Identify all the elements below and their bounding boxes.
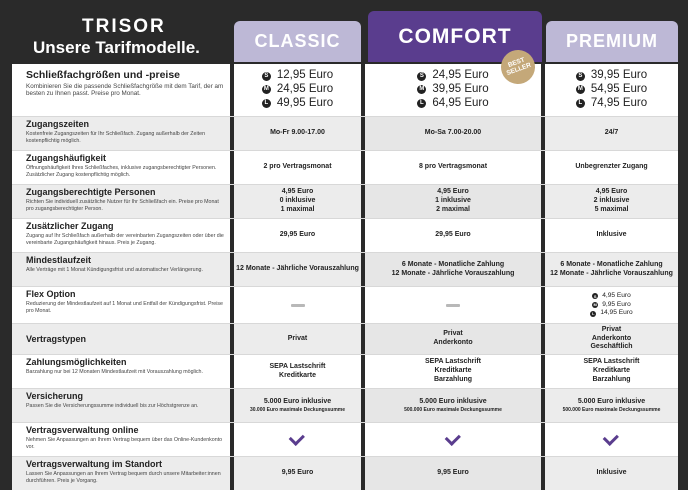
table-row-zugangszeiten [12,117,678,151]
size-l-icon: L [576,99,585,108]
zugangszeiten-classic: Mo-Fr 9.00-17.00 [230,117,361,150]
sizes-premium [541,64,678,116]
cell-line: 2 inklusive [593,197,630,205]
cell-line: 5.000 Euro inklusive [263,398,332,405]
price-line [262,83,333,97]
cell-line: Kreditkarte [279,371,316,379]
personen-comfort [361,185,541,218]
cell-line: Kreditkarte [593,367,630,375]
price-line [592,292,631,301]
size-s-icon: S [262,72,271,81]
table-row-mindestlaufzeit [12,253,678,287]
cell-line: Kreditkarte [434,367,472,375]
price-value: 24,95 Euro [276,83,334,96]
sizes-classic [230,64,361,116]
cell-line: 30.000 Euro maximale Deckungssumme [249,406,346,413]
cell-line: Anderkonto [591,334,632,342]
row-title: Zusätzlicher Zugang [26,221,114,231]
flex-premium [541,287,678,323]
size-m-icon: M [593,302,597,308]
size-l-icon: L [262,99,271,108]
row-label [12,185,230,218]
row-title: Zugangszeiten [26,119,90,129]
table-row-vertragsverwaltung-online [12,423,678,457]
typen-premium [541,324,678,354]
cell-line: 5.000 Euro inklusive [577,398,646,405]
price-line [576,83,647,97]
price-value: 39,95 Euro [432,83,489,96]
size-l-icon: L [592,310,595,316]
best-seller-badge: BEST SELLER [496,45,540,89]
cell-line: 6 Monate - Monatliche Zahlung [560,260,663,268]
price-line [262,69,333,83]
row-title: Flex Option [26,289,76,299]
row-description: Passen Sie die Versicherungssumme individuell bis zur Höchstgrenze an. [26,402,199,409]
cell-line: Barzahlung [433,375,473,383]
price-line [576,97,647,111]
cell-line: 5.000 Euro inklusive [419,398,487,405]
haeufigkeit-classic: 2 pro Vertragsmonat [230,151,361,184]
laufzeit-comfort [361,253,541,286]
online-comfort [361,423,541,456]
size-s-icon: S [417,72,426,81]
row-label [12,355,230,388]
table-row-zahlungsmoeglichkeiten [12,355,678,389]
row-label [12,219,230,252]
cell-line: 2 maximal [436,205,470,213]
cell-line: 6 Monate - Monatliche Zahlung [401,260,505,268]
zahlung-classic [230,355,361,388]
plan-header-premium[interactable]: PREMIUM [546,21,678,62]
price-line [590,309,632,318]
table-row-sizes [12,64,678,117]
price-value: 54,95 Euro [590,83,648,96]
table-row-zusaetzlicher-zugang [12,219,678,253]
cell-line: Privat [443,330,463,338]
price-value: 12,95 Euro [276,69,334,82]
haeufigkeit-premium: Unbegrenzter Zugang [541,151,678,184]
row-title: Vertragstypen [26,333,87,344]
zugangszeiten-premium: 24/7 [541,117,678,150]
price-value: 14,95 Euro [600,309,633,317]
price-line [262,97,333,111]
typen-comfort [361,324,541,354]
cell-line: Anderkonto [433,339,473,346]
cell-line: 500.000 Euro maximale Deckungssumme [562,406,661,413]
cell-line: 12 Monate - Jährliche Vorauszahlung [236,265,359,273]
zahlung-comfort [361,355,541,388]
row-title: Zahlungsmöglichkeiten [26,357,127,367]
zusatz-comfort: 29,95 Euro [361,219,541,252]
row-description: Alle Verträge mit 1 Monat Kündigungsfrist und automatischer Verlängerung. [26,266,203,273]
personen-classic [230,185,361,218]
row-description: Zugang auf Ihr Schließfach außerhalb der vereinbarten Zugangszeiten oder über die vereinbarte Zugangshäufigkeit hinaus. Preis je Zugang. [26,232,224,246]
cell-line: 1 inklusive [435,197,471,205]
row-title: Zugangsberechtigte Personen [26,187,156,197]
table-row-vertragsverwaltung-standort [12,457,678,490]
cell-line: 500.000 Euro maximale Deckungssumme [404,406,502,413]
price-value: 4,95 Euro [602,292,631,300]
row-label [12,117,230,150]
row-title: Vertragsverwaltung im Standort [26,459,163,469]
cell-line: 5 maximal [594,205,629,213]
price-line [417,83,488,97]
cell-line: 12 Monate - Jährliche Vorauszahlung [391,269,515,277]
cell-line: Privat [601,325,622,333]
price-line [417,69,488,83]
checkmark-icon [603,429,619,445]
size-s-icon: S [576,72,585,81]
price-value: 39,95 Euro [590,69,648,82]
standort-classic: 9,95 Euro [230,457,361,490]
cell-line: SEPA Lastschrift [583,358,640,366]
row-label [12,151,230,184]
row-title: Versicherung [26,391,84,401]
size-m-icon: M [576,85,585,94]
flex-comfort [361,287,541,323]
price-value: 64,95 Euro [432,96,489,109]
row-label [12,457,230,490]
price-value: 9,95 Euro [602,300,631,308]
cell-line: 4,95 Euro [281,188,314,196]
plan-header-classic[interactable]: CLASSIC [234,21,361,62]
table-row-versicherung [12,389,678,423]
row-label [12,287,230,323]
price-line [592,301,631,310]
table-row-vertragstypen [12,324,678,355]
row-title: Schließfachgrößen und -preise [26,69,181,81]
row-description: Richten Sie individuell zusätzliche Nutzer für Ihr Schließfach ein. Preise pro Monat pro zugangsberechtigter Person. [26,198,219,212]
row-description: Öffnungshäufigkeit Ihres Schließfaches, inklusive zugangsberechtigter Personen. Zusätzlicher Zugang kostenpflichtig möglich. [26,164,217,178]
checkmark-icon [289,429,305,445]
price-value: 74,95 Euro [590,96,648,109]
zusatz-premium: Inklusive [541,219,678,252]
cell-line: 4,95 Euro [437,188,469,196]
size-m-icon: M [262,85,271,94]
row-description: Lassen Sie Anpassungen an Ihrem Vertrag bequem durch unsere Mitarbeiter:innen durchführen. Preis je Vorgang. [26,470,221,484]
online-premium [541,423,678,456]
brand-header [12,12,226,64]
cell-line: 12 Monate - Jährliche Vorauszahlung [550,269,673,277]
row-description: Kombinieren Sie die passende Schließfachgröße mit dem Tarif, der am besten zu Ihnen passt. Preise pro Monat. [26,82,224,98]
not-available-dash-icon [291,304,305,307]
laufzeit-premium [541,253,678,286]
table-row-zugangshaeufigkeit [12,151,678,185]
cell-line: Barzahlung [592,375,631,383]
online-classic [230,423,361,456]
size-l-icon: L [417,99,426,108]
row-label [12,423,230,456]
flex-classic [230,287,361,323]
cell-line: SEPA Lastschrift [424,358,481,366]
price-line [417,97,488,111]
cell-line: 0 inklusive [279,197,316,205]
zugangszeiten-comfort: Mo-Sa 7.00-20.00 [361,117,541,150]
zahlung-premium [541,355,678,388]
size-m-icon: M [417,85,426,94]
row-title: Mindestlaufzeit [26,255,92,265]
personen-premium [541,185,678,218]
standort-premium: Inklusive [541,457,678,490]
typen-classic [230,324,361,354]
logo: TRISOR [82,16,166,37]
row-label [12,389,230,422]
cell-line: Geschäftlich [590,343,633,351]
size-s-icon: S [593,293,597,299]
row-description: Kostenfreie Zugangszeiten für Ihr Schließfach. Zugang außerhalb der Zeiten kostenpflichtig möglich. [26,130,206,144]
not-available-dash-icon [446,304,460,307]
versicherung-premium [541,389,678,422]
cell-line: 4,95 Euro [595,188,628,196]
price-value: 49,95 Euro [276,96,334,109]
cell-line: 1 maximal [280,205,315,213]
row-description: Reduzierung der Mindestlaufzeit auf 1 Monat und Entfall der Kündigungsfrist. Preise pro Monat. [26,300,223,314]
row-description: Barzahlung nur bei 12 Monaten Mindestlaufzeit mit Vorauszahlung möglich. [26,368,203,375]
row-label [12,324,230,354]
laufzeit-classic [230,253,361,286]
price-line [576,69,647,83]
row-title: Zugangshäufigkeit [26,153,107,163]
page-title: Unsere Tarifmodelle. [33,38,200,57]
cell-line: Privat [287,334,308,342]
table-row-personen [12,185,678,219]
row-description: Nehmen Sie Anpassungen an Ihrem Vertrag bequem über das Online-Kundenkonto vor. [26,436,223,450]
price-value: 24,95 Euro [432,69,489,82]
haeufigkeit-comfort: 8 pro Vertragsmonat [361,151,541,184]
versicherung-comfort [361,389,541,422]
plan-header-comfort[interactable]: COMFORT [368,11,542,62]
versicherung-classic [230,389,361,422]
checkmark-icon [444,429,460,445]
standort-comfort: 9,95 Euro [361,457,541,490]
row-label [12,253,230,286]
table-row-flex-option [12,287,678,324]
pricing-table [12,64,678,490]
cell-line: SEPA Lastschrift [269,362,326,370]
row-label [12,64,230,116]
row-title: Vertragsverwaltung online [26,425,139,435]
zusatz-classic: 29,95 Euro [230,219,361,252]
